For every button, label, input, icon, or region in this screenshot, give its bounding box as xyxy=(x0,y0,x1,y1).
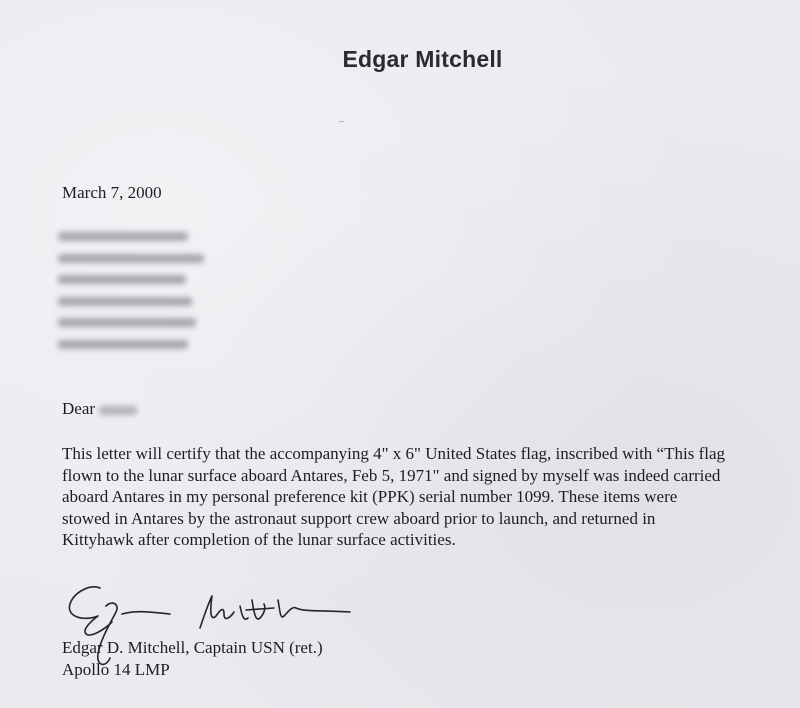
redacted-address-line xyxy=(58,275,186,284)
body-line: aboard Antares in my personal preference kit (PPK) serial number 1099. These items were xyxy=(62,487,678,506)
letterhead-name: Edgar Mitchell xyxy=(342,46,503,72)
redacted-address-block xyxy=(58,228,218,353)
signer-name: Edgar D. Mitchell, Captain USN (ret.) xyxy=(62,638,323,657)
redacted-recipient-name xyxy=(99,406,137,415)
body-line: stowed in Antares by the astronaut support crew aboard prior to launch, and returned in xyxy=(62,508,656,528)
letter-body xyxy=(62,443,762,551)
paper-mark xyxy=(338,121,345,125)
letter-date: March 7, 2000 xyxy=(62,183,162,202)
redacted-address-line xyxy=(58,297,192,306)
signer-title: Apollo 14 LMP xyxy=(62,660,170,679)
body-line: This letter will certify that the accompanying 4" x 6" United States flag, inscribed with “This flag xyxy=(62,444,726,463)
body-line: Kittyhawk after completion of the lunar surface activities. xyxy=(62,530,456,549)
redacted-address-line xyxy=(58,318,196,327)
body-line: flown to the lunar surface aboard Antares, Feb 5, 1971" and signed by myself was indeed carried xyxy=(62,465,721,485)
redacted-address-line xyxy=(58,340,188,349)
redacted-address-line xyxy=(58,232,188,241)
redacted-address-line xyxy=(58,254,204,263)
salutation-greeting: Dear xyxy=(62,399,96,418)
salutation xyxy=(62,399,137,419)
